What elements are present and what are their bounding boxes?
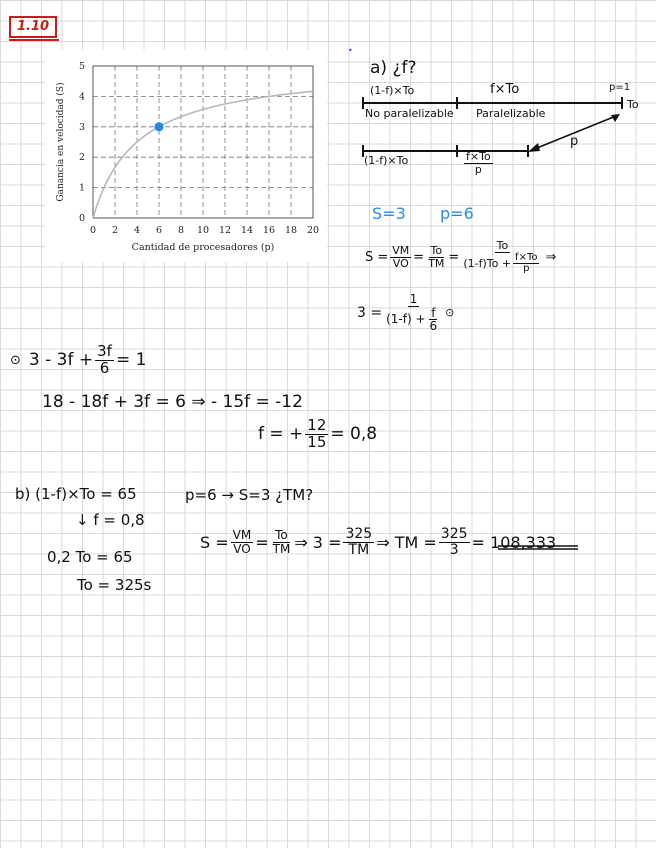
stray-mark: • — [348, 46, 353, 55]
speedup-equation: S = $\frac{VM}{VO}$ = $\frac{To}{TM}$ = To (1-f)To + $\frac{f\times To}{p}$ ⇒ — [365, 239, 557, 275]
chart-x-tick-label: 0 — [89, 225, 97, 236]
chart-y-tick-label: 0 — [78, 213, 85, 224]
chart-x-axis-label: Cantidad de procesadores (p) — [131, 242, 275, 253]
part-b-given: p=6 → S=3 ¿TM? — [185, 486, 314, 504]
part-b-step-f: ↓ f = 0,8 — [76, 511, 145, 529]
diagram-seg3-label: (1-f)×To — [364, 154, 409, 167]
diagram-seg2-label: f×To — [490, 82, 520, 97]
part-a-title: a) ¿f? — [370, 58, 417, 78]
exercise-tag: 1.10 — [9, 16, 57, 38]
chart-x-tick-label: 18 — [284, 225, 298, 236]
given-p: p=6 — [440, 204, 474, 223]
chart-x-tick-label: 12 — [218, 225, 232, 236]
diagram-arrow-label: p — [570, 134, 579, 149]
chart-x-tick-label: 8 — [177, 225, 185, 236]
given-s: S=3 — [372, 204, 406, 223]
diagram-bar1-left: No paralelizable — [365, 107, 454, 120]
part-b-step-02: 0,2 To = 65 — [47, 548, 133, 566]
chart-x-tick-label: 4 — [133, 225, 141, 236]
diagram-seg1-label: (1-f)×To — [370, 84, 415, 97]
chart-y-tick-label: 4 — [78, 91, 85, 103]
solve-line-1: ⊙ 3 - 3f + $\frac{3f}{6}$ = 1 — [10, 342, 147, 377]
chart-x-tick-label: 10 — [196, 225, 210, 236]
diagram-to-label: To — [627, 98, 639, 111]
chart-x-tick-label: 6 — [155, 225, 163, 236]
part-b-step-to: To = 325s — [77, 576, 152, 594]
chart-x-tick-label: 14 — [240, 225, 254, 236]
solve-line-3: f = + $\frac{12}{15}$ = 0,8 — [258, 416, 378, 451]
part-b-equation: S = $\frac{VM}{VO}$ = $\frac{To}{TM}$ ⇒ 3 = $\frac{325}{TM}$ ⇒ TM = $\frac{325}{3}$ = 108,333 — [200, 526, 557, 558]
arrow-head-icon — [528, 143, 540, 152]
part-b-line-1: b) (1-f)×To = 65 — [15, 485, 137, 503]
chart-y-tick-label: 3 — [78, 121, 85, 133]
chart-x-tick-label: 16 — [262, 225, 276, 236]
solve-line-2: 18 - 18f + 3f = 6 ⇒ - 15f = -12 — [42, 392, 303, 412]
diagram-p1-label: p=1 — [609, 82, 631, 93]
chart-y-axis-label: Ganancia en velocidad (S) — [56, 82, 66, 202]
chart-y-tick-label: 1 — [78, 182, 85, 194]
chart-y-tick-label: 5 — [78, 61, 85, 72]
chart-x-tick-label: 2 — [111, 225, 119, 236]
diagram-seg4-label: $\frac{f\times To}{p}$ — [466, 150, 491, 176]
chart-y-tick-label: 2 — [78, 152, 85, 164]
speedup-equation-2: 3 = 1 (1-f) + $\frac{f}{6}$ ⊙ — [357, 292, 455, 334]
diagram-bar1-right: Paralelizable — [476, 107, 546, 120]
chart-x-tick-label: 20 — [306, 225, 320, 236]
